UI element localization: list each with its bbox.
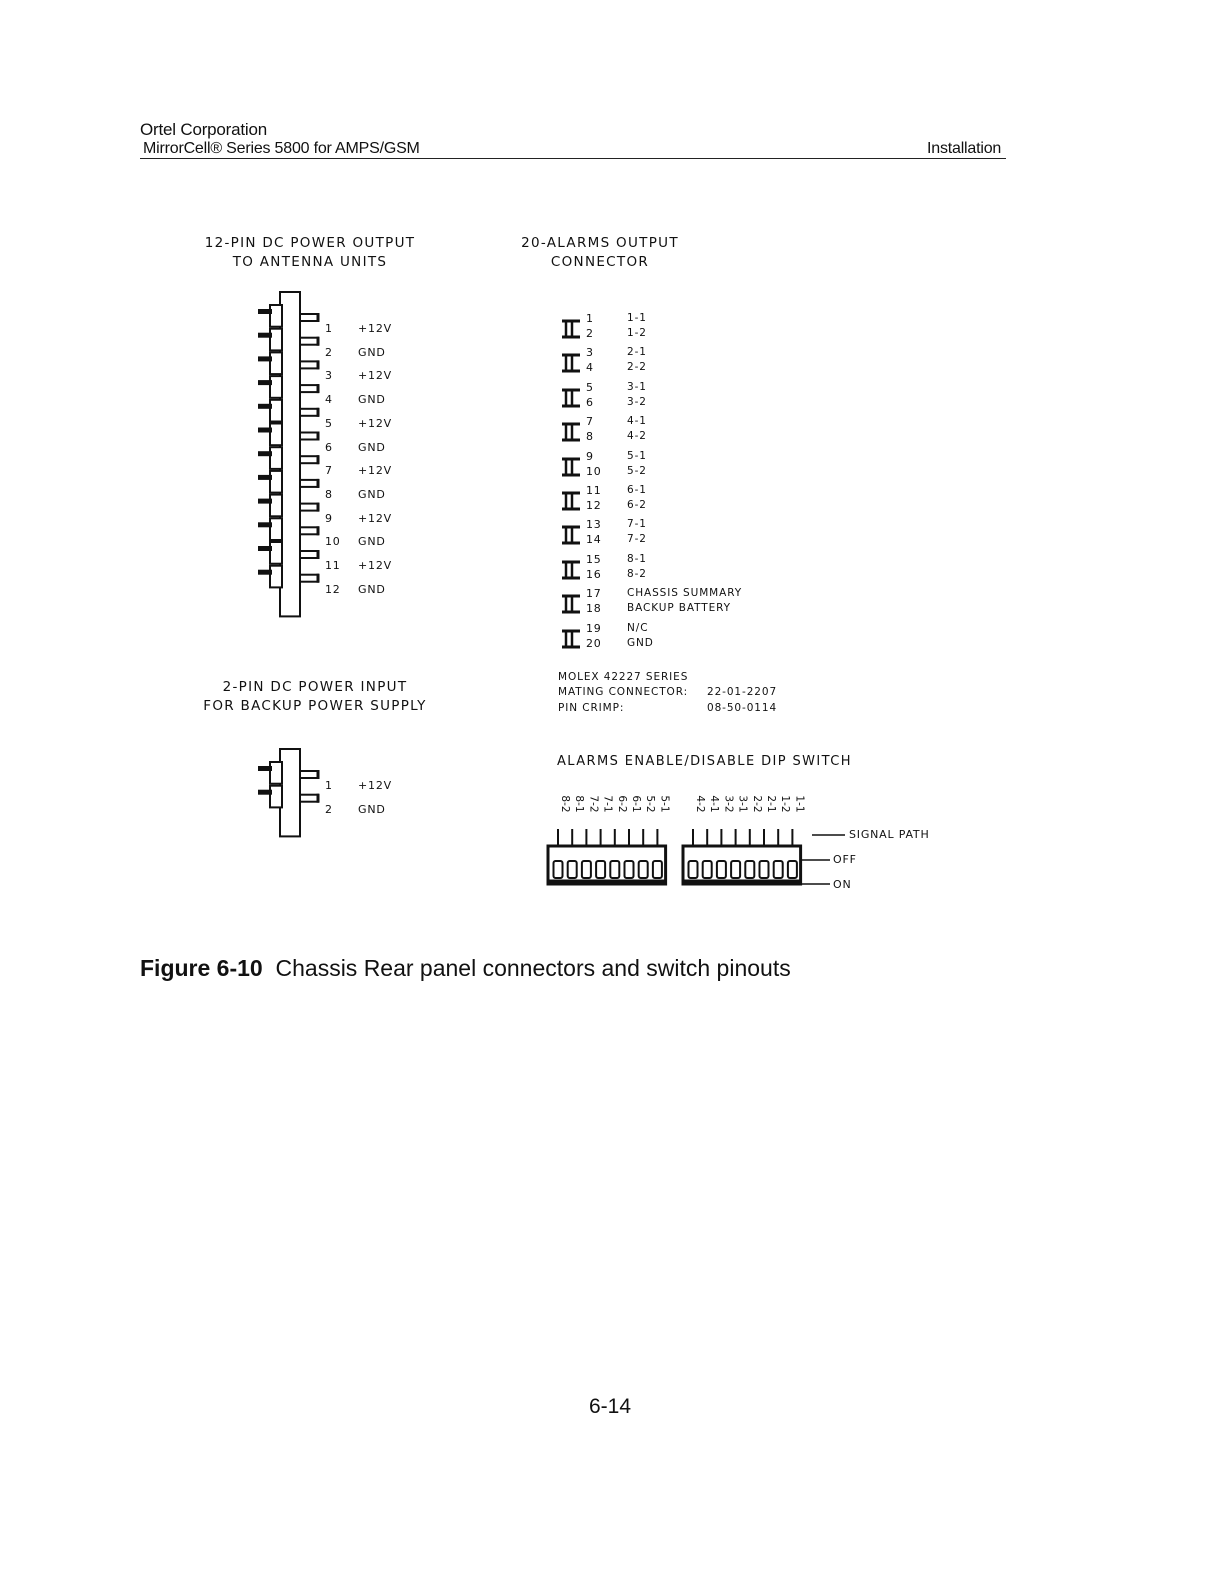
power-output-pin-number: 9 bbox=[325, 511, 333, 525]
dip-switch-actuator bbox=[689, 861, 698, 878]
power-output-pin-number: 10 bbox=[325, 535, 341, 549]
pin-tab-left bbox=[258, 546, 272, 551]
pin-latch bbox=[270, 495, 282, 517]
pin-tab-left bbox=[258, 475, 272, 480]
alarm-pin-signal: BACKUP BATTERY bbox=[627, 602, 731, 615]
alarm-pin-signal: 1-2 bbox=[627, 327, 647, 339]
pin-tab-left bbox=[258, 428, 272, 433]
alarm-pin-pair-icon bbox=[560, 557, 584, 583]
dip-switch-label: 2-2 bbox=[750, 795, 763, 813]
power-output-pin-signal: +12V bbox=[358, 322, 392, 335]
dip-switch-actuator bbox=[731, 861, 740, 878]
power-output-pin-number: 5 bbox=[325, 416, 333, 430]
dip-switch-title: ALARMS ENABLE/DISABLE DIP SWITCH bbox=[557, 754, 852, 769]
power-output-pin-number: 7 bbox=[325, 464, 333, 478]
alarm-pin-number: 8 bbox=[586, 430, 594, 444]
power-output-pin-signal: GND bbox=[358, 487, 386, 501]
alarm-pin-signal: 5-2 bbox=[627, 464, 647, 477]
pin-tab-left bbox=[258, 333, 272, 338]
alarm-pin-signal: GND bbox=[627, 636, 654, 649]
off-label: OFF bbox=[833, 853, 857, 866]
power-output-pin-signal: GND bbox=[358, 345, 386, 359]
pin-contact bbox=[300, 771, 318, 778]
pin-tab-left bbox=[258, 404, 272, 409]
alarm-pin-pair-icon bbox=[560, 488, 584, 514]
alarm-pin-number: 16 bbox=[586, 567, 602, 581]
product-name: MirrorCell® Series 5800 for AMPS/GSM bbox=[143, 140, 420, 157]
alarm-pin-pair-icon bbox=[560, 454, 584, 480]
power-output-pin-signal: +12V bbox=[358, 369, 392, 383]
pin-latch bbox=[270, 400, 282, 422]
alarm-pin-signal: 2-2 bbox=[627, 361, 647, 374]
dip-switch-actuator bbox=[610, 861, 619, 878]
alarm-pin-number: 20 bbox=[586, 636, 602, 650]
alarm-pin-signal: CHASSIS SUMMARY bbox=[627, 587, 743, 600]
power-output-pin-signal: GND bbox=[358, 535, 386, 549]
dip-switch-label: 3-2 bbox=[722, 795, 735, 813]
alarm-pin-number: 7 bbox=[586, 415, 594, 429]
pin-latch bbox=[270, 471, 282, 493]
alarm-pin-signal: 7-2 bbox=[627, 533, 647, 546]
alarm-pin-pair-icon bbox=[560, 350, 584, 376]
pin-contact bbox=[300, 480, 318, 487]
dip-switch-actuator bbox=[568, 861, 577, 878]
alarm-pin-number: 4 bbox=[586, 361, 594, 375]
alarm-pin-signal: 3-1 bbox=[627, 380, 647, 393]
pin-contact bbox=[300, 314, 318, 321]
alarm-pin-pair-icon bbox=[560, 591, 584, 617]
alarm-pin-signal: 2-1 bbox=[627, 346, 647, 359]
alarm-pin-pair-icon bbox=[560, 385, 584, 411]
pin-latch bbox=[270, 447, 282, 469]
signal-path-label: SIGNAL PATH bbox=[849, 828, 930, 841]
power-output-connector-drawing bbox=[250, 288, 330, 633]
alarm-pin-number: 2 bbox=[586, 327, 594, 340]
power-input-title bbox=[180, 678, 450, 716]
alarm-pin-signal: 4-1 bbox=[627, 415, 647, 428]
pin-latch bbox=[270, 786, 282, 808]
company-name: Ortel Corporation bbox=[140, 120, 267, 139]
pin-tab-left bbox=[258, 356, 272, 361]
power-output-pin-number: 3 bbox=[325, 369, 333, 383]
power-output-pin-signal: +12V bbox=[358, 511, 392, 525]
alarm-pin-number: 15 bbox=[586, 552, 602, 566]
power-output-pin-number: 6 bbox=[325, 440, 333, 454]
alarm-pin-signal: 7-1 bbox=[627, 518, 647, 531]
dip-switch-drawing bbox=[540, 790, 940, 900]
alarm-pin-signal: 6-2 bbox=[627, 499, 647, 511]
pin-contact bbox=[300, 456, 318, 463]
dip-switch-actuator bbox=[554, 861, 563, 878]
dip-switch-label: 7-1 bbox=[601, 795, 614, 813]
power-input-pin-signal: GND bbox=[358, 802, 386, 816]
dip-switch-label: 4-2 bbox=[694, 795, 706, 813]
alarm-pin-pair-icon bbox=[560, 626, 584, 652]
pin-latch bbox=[270, 352, 282, 374]
power-input-title-line1: 2-PIN DC POWER INPUT bbox=[222, 679, 408, 695]
alarm-pin-number: 19 bbox=[586, 621, 602, 635]
pin-latch bbox=[270, 518, 282, 540]
pin-contact bbox=[300, 551, 318, 558]
pin-tab-left bbox=[258, 570, 272, 575]
power-input-pin-number: 1 bbox=[325, 779, 333, 792]
pin-tab-left bbox=[258, 790, 272, 795]
pin-latch bbox=[270, 329, 282, 351]
dip-switch-label: 3-1 bbox=[736, 795, 749, 813]
pin-latch bbox=[270, 305, 282, 327]
alarm-pin-pair-icon bbox=[560, 316, 584, 342]
dip-switch-label: 8-1 bbox=[573, 795, 586, 813]
power-output-pin-number: 12 bbox=[325, 582, 341, 596]
alarm-pin-pair-icon bbox=[560, 522, 584, 548]
on-label: ON bbox=[833, 878, 852, 891]
alarm-pin-signal: 6-1 bbox=[627, 484, 647, 496]
dip-switch-label: 8-2 bbox=[559, 795, 571, 813]
alarms-output-title-line1: 20-ALARMS OUTPUT bbox=[521, 235, 679, 251]
dip-switch-label: 7-2 bbox=[587, 795, 600, 813]
pin-latch bbox=[270, 424, 282, 446]
alarm-pin-number: 5 bbox=[586, 380, 594, 394]
power-output-pin-signal: GND bbox=[358, 393, 386, 407]
power-output-pin-number: 1 bbox=[325, 322, 333, 335]
dip-switch-label: 5-1 bbox=[658, 795, 671, 813]
pin-latch bbox=[270, 542, 282, 564]
dip-switch-actuator bbox=[774, 861, 783, 878]
dip-switch-actuator bbox=[717, 861, 726, 878]
pin-tab-left bbox=[258, 451, 272, 456]
pin-contact bbox=[300, 361, 318, 368]
mating-connector-value: 22-01-2207 bbox=[707, 686, 778, 698]
pin-crimp-value: 08-50-0114 bbox=[707, 702, 778, 714]
page-number: 6-14 bbox=[588, 1395, 632, 1418]
pin-latch bbox=[270, 376, 282, 398]
power-input-title-line2: FOR BACKUP POWER SUPPLY bbox=[203, 698, 427, 714]
alarm-pin-number: 12 bbox=[586, 499, 602, 512]
power-output-title-line2: TO ANTENNA UNITS bbox=[232, 254, 388, 270]
dip-switch-actuator bbox=[788, 861, 797, 878]
pin-contact bbox=[300, 504, 318, 511]
alarm-pin-number: 6 bbox=[586, 395, 594, 409]
dip-switch-actuator bbox=[639, 861, 648, 878]
pin-tab-left bbox=[258, 522, 272, 527]
alarm-pin-signal: 5-1 bbox=[627, 449, 647, 462]
dip-switch-label: 1-1 bbox=[793, 795, 806, 813]
pin-contact bbox=[300, 575, 318, 582]
pin-tab-left bbox=[258, 380, 272, 385]
power-input-pin-number: 2 bbox=[325, 802, 333, 816]
section-name: Installation bbox=[927, 140, 1002, 157]
alarm-pin-signal: N/C bbox=[627, 621, 649, 634]
dip-switch-label: 4-1 bbox=[708, 795, 721, 813]
dip-switch-actuator bbox=[625, 861, 634, 878]
alarm-pin-number: 3 bbox=[586, 346, 594, 360]
dip-switch-label: 6-1 bbox=[630, 795, 642, 813]
power-output-pin-number: 11 bbox=[325, 559, 341, 572]
dip-switch-label: 1-2 bbox=[779, 795, 792, 813]
pin-latch bbox=[270, 762, 282, 784]
power-input-connector-drawing bbox=[250, 745, 330, 855]
power-output-pin-number: 2 bbox=[325, 345, 333, 359]
alarm-pin-pair-icon bbox=[560, 419, 584, 445]
power-output-pin-signal: +12V bbox=[358, 464, 392, 478]
alarm-pin-number: 13 bbox=[586, 518, 602, 532]
pin-contact bbox=[300, 409, 318, 416]
alarm-pin-number: 9 bbox=[586, 449, 594, 463]
alarm-pin-number: 11 bbox=[586, 484, 602, 497]
alarm-pin-signal: 1-1 bbox=[627, 312, 647, 324]
alarm-pin-number: 18 bbox=[586, 602, 602, 616]
pin-crimp-label: PIN CRIMP: bbox=[558, 702, 625, 714]
power-output-title bbox=[170, 234, 450, 272]
alarm-pin-signal: 8-2 bbox=[627, 567, 647, 580]
dip-switch-label: 5-2 bbox=[644, 795, 657, 813]
pin-contact bbox=[300, 385, 318, 392]
power-output-pin-signal: +12V bbox=[358, 559, 392, 572]
pin-tab-left bbox=[258, 499, 272, 504]
figure-number: Figure 6-10 bbox=[140, 955, 263, 981]
power-output-pin-signal: GND bbox=[358, 440, 386, 454]
figure-title: Chassis Rear panel connectors and switch pinouts bbox=[275, 955, 791, 981]
power-output-pin-signal: +12V bbox=[358, 416, 392, 430]
alarm-pin-signal: 8-1 bbox=[627, 552, 647, 565]
pin-tab-left bbox=[258, 309, 272, 314]
dip-switch-actuator bbox=[745, 861, 754, 878]
pin-contact bbox=[300, 795, 318, 802]
power-input-pin-signal: +12V bbox=[358, 779, 392, 792]
alarm-pin-signal: 3-2 bbox=[627, 395, 647, 408]
power-output-title-line1: 12-PIN DC POWER OUTPUT bbox=[204, 235, 416, 251]
figure-caption bbox=[140, 955, 791, 982]
pin-contact bbox=[300, 433, 318, 440]
power-output-pin-signal: GND bbox=[358, 582, 386, 596]
alarm-pin-number: 10 bbox=[586, 464, 602, 478]
dip-switch-actuator bbox=[760, 861, 769, 878]
power-output-pin-number: 8 bbox=[325, 487, 333, 501]
molex-series: MOLEX 42227 SERIES bbox=[558, 671, 689, 683]
dip-switch-label: 2-1 bbox=[765, 795, 777, 813]
dip-switch-actuator bbox=[653, 861, 662, 878]
dip-switch-label: 6-2 bbox=[615, 795, 628, 813]
alarm-pin-number: 14 bbox=[586, 533, 602, 547]
dip-switch-actuator bbox=[582, 861, 591, 878]
dip-switch-actuator bbox=[596, 861, 605, 878]
alarm-pin-signal: 4-2 bbox=[627, 430, 647, 443]
alarms-output-title-line2: CONNECTOR bbox=[550, 254, 650, 270]
alarm-pin-number: 1 bbox=[586, 312, 594, 325]
pin-contact bbox=[300, 527, 318, 534]
header-rule bbox=[140, 158, 1006, 159]
pin-contact bbox=[300, 338, 318, 345]
alarm-pin-number: 17 bbox=[586, 587, 602, 601]
dip-switch-actuator bbox=[703, 861, 712, 878]
pin-latch bbox=[270, 566, 282, 588]
mating-connector-label: MATING CONNECTOR: bbox=[558, 686, 689, 698]
alarms-output-title bbox=[500, 234, 700, 272]
pin-tab-left bbox=[258, 766, 272, 771]
power-output-pin-number: 4 bbox=[325, 393, 333, 407]
